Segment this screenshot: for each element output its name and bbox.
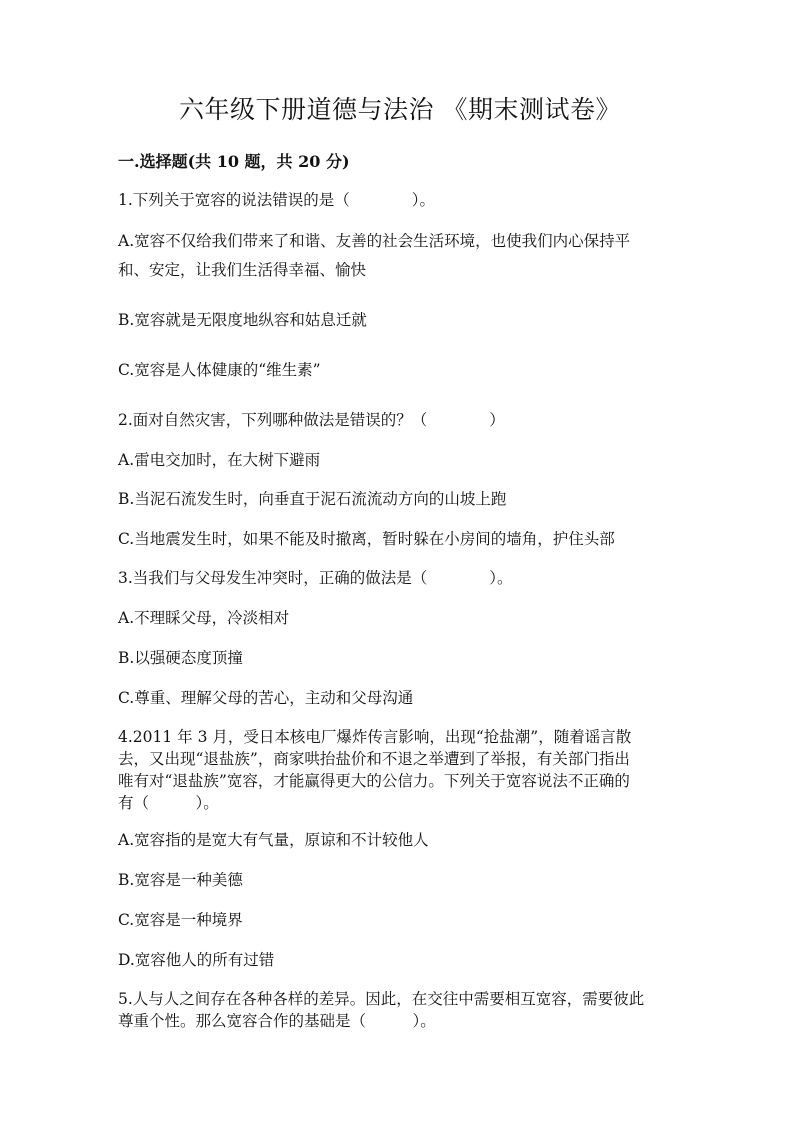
question-4-option-c: C.宽容是一种境界 [118,911,243,929]
question-4-stem: 4.2011 年 3 月，受日本核电厂爆炸传言影响，出现“抢盐潮”，随着谣言散 [118,728,632,746]
question-1-option-c: C.宽容是人体健康的“维生素” [118,361,321,379]
question-3-option-c: C.尊重、理解父母的苦心，主动和父母沟通 [118,689,414,707]
question-4-option-d: D.宽容他人的所有过错 [118,951,275,969]
question-1-stem: 1.下列关于宽容的说法错误的是（ ）。 [118,191,436,209]
question-5-stem: 5.人与人之间存在各种各样的差异。因此，在交往中需要相互宽容，需要彼此 [118,990,645,1008]
question-2-option-c: C.当地震发生时，如果不能及时撤离，暂时躲在小房间的墙角，护住头部 [118,530,615,548]
question-1-option-a-cont: 和、安定，让我们生活得幸福、愉快 [118,261,367,279]
question-2-stem: 2.面对自然灾害，下列哪种做法是错误的？（ ） [118,411,505,429]
question-3-option-a: A.不理睬父母，冷淡相对 [118,609,290,627]
section-heading: 一.选择题(共 10 题，共 20 分) [118,152,350,171]
question-2-option-a: A.雷电交加时，在大树下避雨 [118,451,321,469]
question-3-option-b: B.以强硬态度顶撞 [118,649,243,667]
exam-title: 六年级下册道德与法治 《期末测试卷》 [179,95,621,124]
question-2-option-b: B.当泥石流发生时，向垂直于泥石流流动方向的山坡上跑 [118,490,507,508]
question-1-option-b: B.宽容就是无限度地纵容和姑息迁就 [118,311,367,329]
question-5-stem-cont: 尊重个性。那么宽容合作的基础是（ ）。 [118,1012,436,1030]
question-1-option-a: A.宽容不仅给我们带来了和谐、友善的社会生活环境，也使我们内心保持平 [118,232,631,250]
question-4-stem-cont-3: 有（ ）。 [118,794,219,812]
question-3-stem: 3.当我们与父母发生冲突时，正确的做法是（ ）。 [118,569,513,587]
question-4-option-b: B.宽容是一种美德 [118,871,243,889]
question-4-option-a: A.宽容指的是宽大有气量，原谅和不计较他人 [118,831,429,849]
question-4-stem-cont-2: 唯有对“退盐族”宽容，才能赢得更大的公信力。下列关于宽容说法不正确的 [118,772,630,790]
question-4-stem-cont-1: 去，又出现“退盐族”，商家哄抬盐价和不退之举遭到了举报，有关部门指出 [118,750,630,768]
